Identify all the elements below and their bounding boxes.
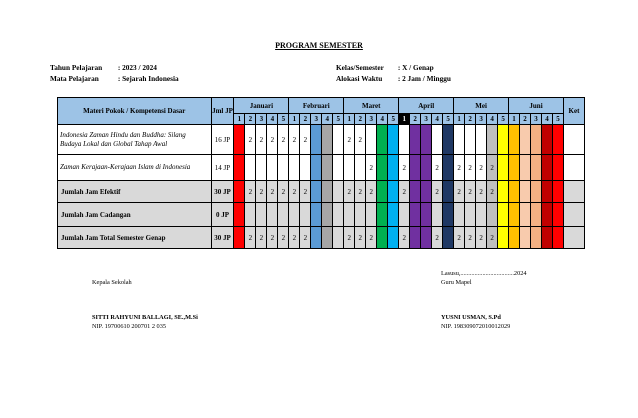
summary-label: Jumlah Jam Total Semester Genap [58,227,212,249]
week-cell [388,203,399,227]
week-cell: 2 [487,227,498,249]
week-cell [553,155,564,181]
month-header: April [399,98,454,114]
week-cell [520,203,531,227]
header-materi: Materi Pokok / Kompetensi Dasar [58,98,212,125]
week-cell [542,227,553,249]
week-cell [421,203,432,227]
week-cell [388,125,399,155]
signature-place-date: Lasusu,..................................2024 [441,270,527,277]
week-cell [520,155,531,181]
week-header: 5 [278,114,289,125]
week-cell [465,203,476,227]
week-header: 5 [333,114,344,125]
info-alokasi-value: : 2 Jam / Minggu [397,74,451,83]
info-tahun [50,63,157,72]
week-cell [377,227,388,249]
week-cell: 2 [454,155,465,181]
week-cell [311,125,322,155]
week-header: 1 [234,114,245,125]
week-cell: 2 [256,181,267,203]
week-cell [443,227,454,249]
week-header: 4 [267,114,278,125]
week-header: 5 [553,114,564,125]
week-cell: 2 [355,227,366,249]
info-mapel [50,74,179,83]
week-cell: 2 [289,125,300,155]
program-semester-table [57,97,585,249]
week-cell [377,203,388,227]
week-cell: 2 [366,227,377,249]
week-cell: 2 [267,125,278,155]
week-cell: 2 [289,181,300,203]
week-cell [410,155,421,181]
week-cell [234,125,245,155]
week-cell [509,203,520,227]
week-cell [366,203,377,227]
week-cell [498,181,509,203]
signature-right-role: Guru Mapel [441,279,472,286]
week-cell: 2 [476,155,487,181]
week-header: 4 [487,114,498,125]
week-cell [234,181,245,203]
jml-cell: 30 JP [211,227,234,249]
week-header: 4 [432,114,443,125]
week-cell [234,203,245,227]
week-cell: 2 [245,227,256,249]
week-header: 1 [399,114,410,125]
week-cell: 2 [487,181,498,203]
week-cell: 2 [344,227,355,249]
week-cell: 2 [267,181,278,203]
week-header: 1 [344,114,355,125]
week-cell: 2 [366,155,377,181]
materi-cell: Zaman Kerajaan-Kerajaan Islam di Indonesia [58,155,212,181]
week-cell [476,125,487,155]
week-cell [465,125,476,155]
week-cell: 2 [355,125,366,155]
week-cell [256,155,267,181]
week-cell: 2 [300,227,311,249]
week-cell [509,125,520,155]
table-row [58,227,585,249]
week-cell [322,125,333,155]
week-cell: 2 [256,227,267,249]
week-cell [322,181,333,203]
week-cell [542,155,553,181]
week-cell [399,125,410,155]
week-cell [498,155,509,181]
week-cell: 2 [344,181,355,203]
week-cell [410,125,421,155]
week-cell [377,181,388,203]
week-cell: 2 [432,155,443,181]
info-alokasi [336,74,451,83]
week-cell [476,203,487,227]
week-cell [355,155,366,181]
week-header: 1 [454,114,465,125]
week-cell [234,155,245,181]
table-row [58,125,585,155]
signature-left-name: SITTI RAHYUNI BALLAGI, SE.,M.Si [92,314,198,321]
week-cell: 2 [476,227,487,249]
week-header: 2 [355,114,366,125]
week-cell: 2 [289,227,300,249]
week-cell [542,181,553,203]
week-header: 3 [256,114,267,125]
week-cell: 2 [399,227,410,249]
week-header: 5 [498,114,509,125]
month-header: Juni [509,98,564,114]
week-cell: 2 [454,181,465,203]
week-cell [366,125,377,155]
week-header: 2 [300,114,311,125]
week-cell: 2 [465,181,476,203]
week-cell [443,203,454,227]
week-cell [322,155,333,181]
month-header: Mei [454,98,509,114]
week-header: 2 [465,114,476,125]
week-cell [267,155,278,181]
materi-cell: Indonesia Zaman Hindu dan Buddha: Silang Budaya Lokal dan Global Tahap Awal [58,125,212,155]
signature-left-role: Kepala Sekolah [92,279,132,286]
week-cell [454,125,465,155]
week-cell [245,203,256,227]
week-cell [333,181,344,203]
week-cell: 2 [278,181,289,203]
week-cell [553,181,564,203]
week-cell [432,203,443,227]
week-cell [542,203,553,227]
table-row [58,203,585,227]
week-cell [531,227,542,249]
week-cell [520,125,531,155]
week-cell [278,203,289,227]
week-header: 4 [377,114,388,125]
info-kelas [336,63,434,72]
info-tahun-value: : 2023 / 2024 [117,63,157,72]
table-row [58,181,585,203]
week-cell [553,125,564,155]
week-header: 2 [245,114,256,125]
week-cell: 2 [355,181,366,203]
week-cell [311,203,322,227]
week-cell: 2 [487,155,498,181]
week-cell [377,125,388,155]
ket-cell [564,203,585,227]
week-cell [311,181,322,203]
week-cell [333,203,344,227]
ket-cell [564,181,585,203]
week-cell: 2 [245,125,256,155]
week-cell [531,181,542,203]
week-cell [388,155,399,181]
week-cell [553,203,564,227]
week-cell: 2 [267,227,278,249]
week-cell [410,203,421,227]
month-header: Maret [344,98,399,114]
week-cell [399,203,410,227]
week-cell [256,203,267,227]
week-cell: 2 [278,227,289,249]
week-cell [245,155,256,181]
week-cell [289,155,300,181]
week-header: 3 [421,114,432,125]
week-cell [289,203,300,227]
week-header: 2 [520,114,531,125]
week-cell [509,155,520,181]
month-header: Februari [289,98,344,114]
week-header: 4 [322,114,333,125]
week-cell [487,203,498,227]
week-cell [487,125,498,155]
week-cell: 2 [476,181,487,203]
week-cell [454,203,465,227]
week-header: 5 [443,114,454,125]
week-cell [410,227,421,249]
week-cell [498,125,509,155]
week-header: 4 [542,114,553,125]
week-cell [531,203,542,227]
week-cell [498,203,509,227]
week-header: 2 [410,114,421,125]
week-cell [443,181,454,203]
week-header: 3 [311,114,322,125]
jml-cell: 30 JP [211,181,234,203]
week-cell [311,155,322,181]
week-header: 5 [388,114,399,125]
week-cell: 2 [245,181,256,203]
week-header: 1 [289,114,300,125]
week-cell [531,125,542,155]
week-cell [355,203,366,227]
week-cell [333,227,344,249]
week-cell [553,227,564,249]
week-cell [311,227,322,249]
week-cell: 2 [366,181,377,203]
week-header: 1 [509,114,520,125]
week-header: 3 [366,114,377,125]
week-cell [509,227,520,249]
ket-cell [564,155,585,181]
week-cell [344,203,355,227]
week-cell [278,155,289,181]
month-header: Januari [234,98,289,114]
week-cell [542,125,553,155]
week-cell: 2 [432,181,443,203]
jml-cell: 0 JP [211,203,234,227]
week-cell: 2 [465,227,476,249]
week-cell [531,155,542,181]
week-cell [509,181,520,203]
week-cell [520,181,531,203]
info-kelas-value: : X / Genap [397,63,434,72]
page-title: PROGRAM SEMESTER [275,41,363,50]
week-cell [333,155,344,181]
week-cell [410,181,421,203]
jml-cell: 14 JP [211,155,234,181]
signature-left-nip: NIP. 19700610 200701 2 035 [92,323,166,330]
week-cell: 2 [300,125,311,155]
week-cell [344,155,355,181]
week-cell [498,227,509,249]
signature-right-name: YUSNI USMAN, S.Pd [441,314,501,321]
week-cell [300,155,311,181]
week-cell: 2 [432,227,443,249]
week-cell: 2 [454,227,465,249]
week-cell [377,155,388,181]
week-cell: 2 [256,125,267,155]
week-cell [322,227,333,249]
summary-label: Jumlah Jam Cadangan [58,203,212,227]
week-cell: 2 [399,155,410,181]
week-cell: 2 [344,125,355,155]
week-cell [333,125,344,155]
week-cell [322,203,333,227]
week-cell [421,155,432,181]
info-mapel-label: Mata Pelajaran [50,74,99,83]
week-header: 3 [476,114,487,125]
week-cell [443,125,454,155]
week-cell [443,155,454,181]
week-cell: 2 [300,181,311,203]
header-jml: Jml JP [211,98,234,125]
info-alokasi-label: Alokasi Waktu [336,74,383,83]
week-header: 3 [531,114,542,125]
ket-cell [564,227,585,249]
week-cell [300,203,311,227]
signature-right-nip: NIP. 198309072010012029 [441,323,511,330]
week-cell [234,227,245,249]
week-cell [520,227,531,249]
week-cell [421,181,432,203]
jml-cell: 16 JP [211,125,234,155]
ket-cell [564,125,585,155]
info-tahun-label: Tahun Pelajaran [50,63,103,72]
week-cell [421,227,432,249]
week-cell [388,181,399,203]
week-cell: 2 [465,155,476,181]
week-cell: 2 [399,181,410,203]
header-ket: Ket [564,98,585,125]
week-cell [432,125,443,155]
info-mapel-value: : Sejarah Indonesia [117,74,179,83]
week-cell [267,203,278,227]
info-kelas-label: Kelas/Semester [336,63,384,72]
week-cell: 2 [278,125,289,155]
summary-label: Jumlah Jam Efektif [58,181,212,203]
week-cell [421,125,432,155]
table-row [58,155,585,181]
week-cell [388,227,399,249]
